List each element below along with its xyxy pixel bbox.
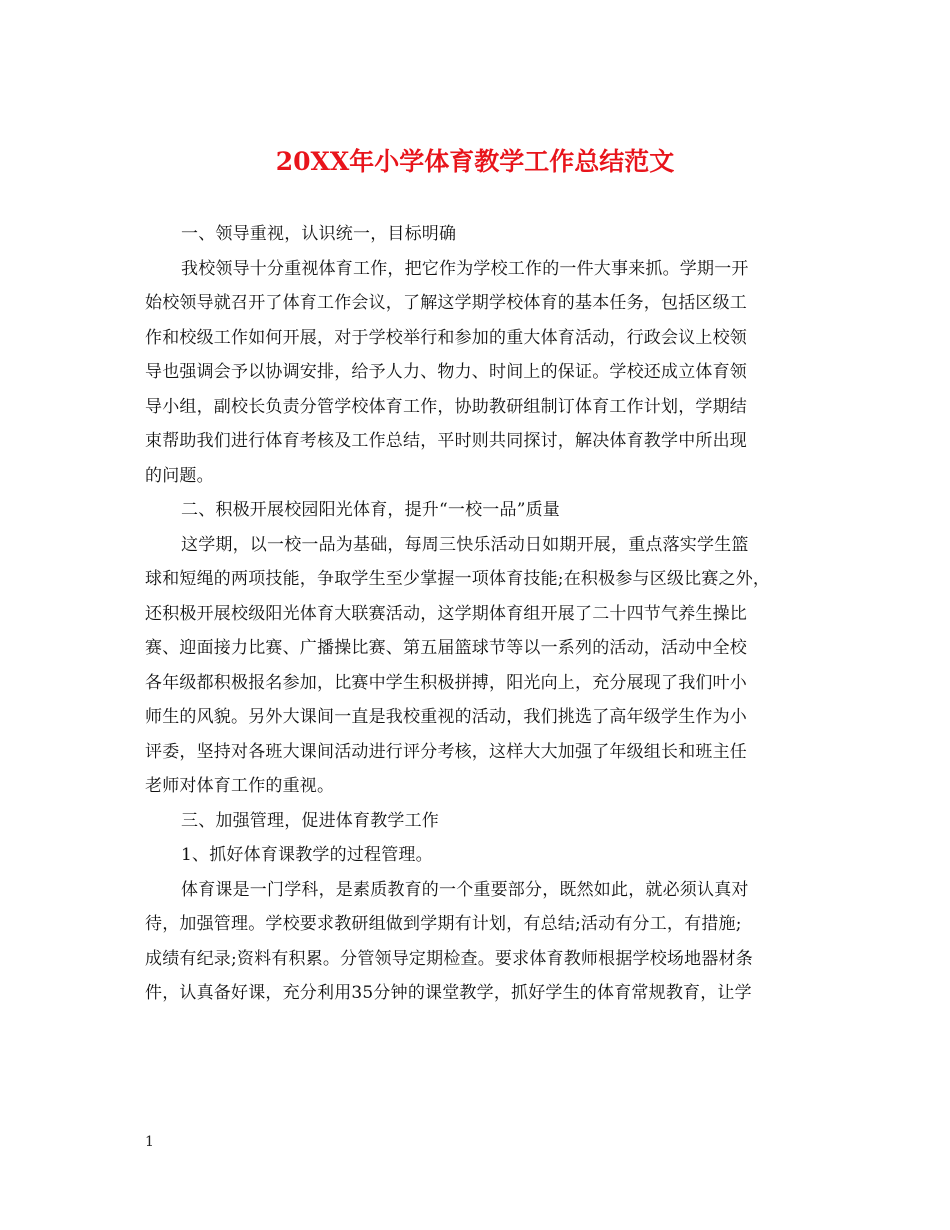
document-body [145,217,815,1011]
text-line: 评委，坚持对各班大课间活动进行评分考核，这样大大加强了年级组长和班主任 [145,741,747,762]
page-number: 1 [145,1134,154,1150]
text-line: 束帮助我们进行体育考核及工作总结，平时则共同探讨，解决体育教学中所出现 [145,431,747,451]
text-line: 件，认真备好课，充分利用35分钟的课堂教学，抓好学生的体育常规教育，让学 [145,983,752,1003]
text-line: 导也强调会予以协调安排，给予人力、物力、时间上的保证。学校还成立体育领 [145,362,747,382]
document-title: 20XX年小学体育教学工作总结范文 [275,147,675,176]
text-line: 老师对体育工作的重视。 [145,776,335,796]
text-line: 赛、迎面接力比赛、广播操比赛、第五届篮球节等以一系列的活动，活动中全校 [145,638,747,658]
text-line: 导小组，副校长负责分管学校体育工作，协助教研组制订体育工作计划，学期结 [145,396,747,417]
text-line: 的问题。 [145,465,214,486]
text-line: 球和短绳的两项技能，争取学生至少掌握一项体育技能;在积极参与区级比赛之外， [145,569,771,589]
text-line: 1、抓好体育课教学的过程管理。 [181,845,433,865]
text-line: 作和校级工作如何开展，对于学校举行和参加的重大体育活动，行政会议上校领 [145,327,747,348]
text-line: 体育课是一门学科，是素质教育的一个重要部分，既然如此，就必须认真对 [181,879,749,900]
text-line: 师生的风貌。另外大课间一直是我校重视的活动，我们挑选了高年级学生作为小 [145,707,747,727]
text-line: 我校领导十分重视体育工作，把它作为学校工作的一件大事来抓。学期一开 [181,258,749,279]
text-line: 三、加强管理，促进体育教学工作 [181,810,439,831]
text-line: 二、积极开展校园阳光体育，提升“一校一品”质量 [181,500,560,520]
text-line: 这学期，以一校一品为基础，每周三快乐活动日如期开展，重点落实学生篮 [181,534,749,555]
text-line: 始校领导就召开了体育工作会议，了解这学期学校体育的基本任务，包括区级工 [145,293,747,313]
text-line: 待，加强管理。学校要求教研组做到学期有计划，有总结;活动有分工，有措施; [145,914,742,934]
text-line: 还积极开展校级阳光体育大联赛活动，这学期体育组开展了二十四节气养生操比 [145,603,747,624]
text-line: 各年级都积极报名参加，比赛中学生积极拼搏，阳光向上，充分展现了我们叶小 [145,672,747,693]
text-line: 成绩有纪录;资料有积累。分管领导定期检查。要求体育教师根据学校场地器材条 [145,948,753,969]
text-line: 一、领导重视，认识统一，目标明确 [181,224,457,244]
